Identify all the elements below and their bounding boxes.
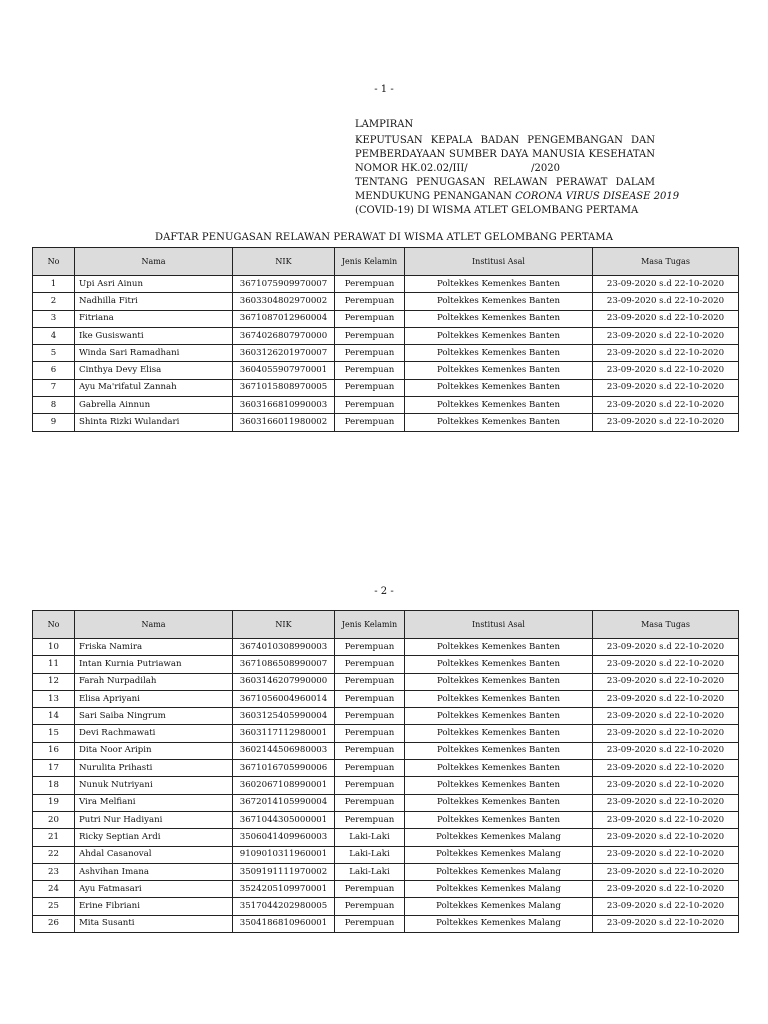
row-nik: 3672014105990004	[233, 794, 335, 811]
row-masa-tugas: 23-09-2020 s.d 22-10-2020	[593, 760, 739, 777]
row-nik: 3603117112980001	[233, 725, 335, 742]
table-row	[33, 742, 739, 759]
header-line-4: TENTANG PENUGASAN RELAWAN PERAWAT DALAM	[355, 177, 655, 188]
row-institusi: Poltekkes Kemenkes Banten	[405, 639, 593, 656]
header-line-6: (COVID-19) DI WISMA ATLET GELOMBANG PERTAMA	[355, 205, 639, 216]
row-nama: Ahdal Casanoval	[75, 846, 233, 863]
row-jenis-kelamin: Perempuan	[335, 362, 405, 379]
row-masa-tugas: 23-09-2020 s.d 22-10-2020	[593, 898, 739, 915]
table-row	[33, 293, 739, 310]
row-nik: 3674010308990003	[233, 639, 335, 656]
row-no: 5	[33, 345, 75, 362]
row-institusi: Poltekkes Kemenkes Banten	[405, 327, 593, 344]
row-masa-tugas: 23-09-2020 s.d 22-10-2020	[593, 656, 739, 673]
header-line-5-prefix: MENDUKUNG PENANGANAN	[355, 191, 516, 202]
row-institusi: Poltekkes Kemenkes Malang	[405, 898, 593, 915]
row-jenis-kelamin: Perempuan	[335, 379, 405, 396]
row-institusi: Poltekkes Kemenkes Banten	[405, 656, 593, 673]
row-nik: 3674026807970000	[233, 327, 335, 344]
row-institusi: Poltekkes Kemenkes Malang	[405, 915, 593, 932]
row-no: 25	[33, 898, 75, 915]
header-line-2: PEMBERDAYAAN SUMBER DAYA MANUSIA KESEHATAN	[355, 149, 655, 160]
row-jenis-kelamin: Perempuan	[335, 276, 405, 293]
row-no: 18	[33, 777, 75, 794]
row-institusi: Poltekkes Kemenkes Banten	[405, 708, 593, 725]
lampiran-label: LAMPIRAN	[355, 119, 414, 130]
row-jenis-kelamin: Perempuan	[335, 345, 405, 362]
table-row	[33, 327, 739, 344]
row-nik: 3506041409960003	[233, 829, 335, 846]
header-line-5	[355, 190, 680, 204]
table-row	[33, 829, 739, 846]
table-header-row	[33, 611, 739, 639]
row-institusi: Poltekkes Kemenkes Malang	[405, 846, 593, 863]
row-nama: Upi Asri Ainun	[75, 276, 233, 293]
row-nama: Ayu Ma'rifatul Zannah	[75, 379, 233, 396]
row-nik: 3602144506980003	[233, 742, 335, 759]
header-line-1: KEPUTUSAN KEPALA BADAN PENGEMBANGAN DAN	[355, 135, 655, 146]
row-masa-tugas: 23-09-2020 s.d 22-10-2020	[593, 708, 739, 725]
row-jenis-kelamin: Laki-Laki	[335, 846, 405, 863]
table-row	[33, 690, 739, 707]
row-institusi: Poltekkes Kemenkes Banten	[405, 690, 593, 707]
row-masa-tugas: 23-09-2020 s.d 22-10-2020	[593, 673, 739, 690]
row-no: 21	[33, 829, 75, 846]
page-number-2: - 2 -	[374, 586, 394, 597]
row-masa-tugas: 23-09-2020 s.d 22-10-2020	[593, 345, 739, 362]
row-nik: 3604055907970001	[233, 362, 335, 379]
table-row	[33, 656, 739, 673]
row-nama: Vira Melfiani	[75, 794, 233, 811]
nomor-right: /2020	[531, 163, 560, 174]
page-number-1: - 1 -	[374, 84, 394, 95]
row-nama: Farah Nurpadilah	[75, 673, 233, 690]
row-jenis-kelamin: Perempuan	[335, 397, 405, 414]
row-nik: 3671086508990007	[233, 656, 335, 673]
row-no: 4	[33, 327, 75, 344]
row-nama: Friska Namira	[75, 639, 233, 656]
row-jenis-kelamin: Perempuan	[335, 760, 405, 777]
row-no: 17	[33, 760, 75, 777]
row-institusi: Poltekkes Kemenkes Banten	[405, 362, 593, 379]
row-nama: Intan Kurnia Putriawan	[75, 656, 233, 673]
row-no: 1	[33, 276, 75, 293]
row-institusi: Poltekkes Kemenkes Banten	[405, 760, 593, 777]
row-no: 23	[33, 863, 75, 880]
row-nik: 9109010311960001	[233, 846, 335, 863]
row-nik: 3671016705990006	[233, 760, 335, 777]
row-masa-tugas: 23-09-2020 s.d 22-10-2020	[593, 327, 739, 344]
row-masa-tugas: 23-09-2020 s.d 22-10-2020	[593, 829, 739, 846]
row-nama: Nunuk Nutriyani	[75, 777, 233, 794]
row-institusi: Poltekkes Kemenkes Malang	[405, 881, 593, 898]
row-nama: Ayu Fatmasari	[75, 881, 233, 898]
row-no: 2	[33, 293, 75, 310]
row-masa-tugas: 23-09-2020 s.d 22-10-2020	[593, 276, 739, 293]
row-jenis-kelamin: Perempuan	[335, 639, 405, 656]
row-no: 8	[33, 397, 75, 414]
row-no: 11	[33, 656, 75, 673]
row-jenis-kelamin: Perempuan	[335, 673, 405, 690]
table-row	[33, 777, 739, 794]
col-masa-tugas: Masa Tugas	[593, 248, 739, 276]
row-jenis-kelamin: Perempuan	[335, 327, 405, 344]
row-nama: Dita Noor Aripin	[75, 742, 233, 759]
table-row	[33, 345, 739, 362]
table-row	[33, 708, 739, 725]
row-nik: 3504186810960001	[233, 915, 335, 932]
row-masa-tugas: 23-09-2020 s.d 22-10-2020	[593, 846, 739, 863]
row-jenis-kelamin: Perempuan	[335, 811, 405, 828]
row-no: 22	[33, 846, 75, 863]
row-masa-tugas: 23-09-2020 s.d 22-10-2020	[593, 863, 739, 880]
row-institusi: Poltekkes Kemenkes Banten	[405, 310, 593, 327]
table-row	[33, 811, 739, 828]
row-nama: Gabrella Ainnun	[75, 397, 233, 414]
row-no: 20	[33, 811, 75, 828]
row-nik: 3524205109970001	[233, 881, 335, 898]
row-institusi: Poltekkes Kemenkes Banten	[405, 293, 593, 310]
row-masa-tugas: 23-09-2020 s.d 22-10-2020	[593, 915, 739, 932]
table-row	[33, 397, 739, 414]
row-jenis-kelamin: Perempuan	[335, 293, 405, 310]
row-nik: 3671015808970005	[233, 379, 335, 396]
row-nama: Winda Sari Ramadhani	[75, 345, 233, 362]
row-institusi: Poltekkes Kemenkes Banten	[405, 379, 593, 396]
col-institusi: Institusi Asal	[405, 611, 593, 639]
row-no: 3	[33, 310, 75, 327]
table-row	[33, 673, 739, 690]
row-nik: 3603166810990003	[233, 397, 335, 414]
col-no: No	[33, 248, 75, 276]
row-nama: Elisa Apriyani	[75, 690, 233, 707]
row-jenis-kelamin: Perempuan	[335, 708, 405, 725]
col-nik: NIK	[233, 611, 335, 639]
row-jenis-kelamin: Perempuan	[335, 656, 405, 673]
row-masa-tugas: 23-09-2020 s.d 22-10-2020	[593, 379, 739, 396]
table-row	[33, 760, 739, 777]
row-jenis-kelamin: Perempuan	[335, 794, 405, 811]
row-masa-tugas: 23-09-2020 s.d 22-10-2020	[593, 690, 739, 707]
row-institusi: Poltekkes Kemenkes Banten	[405, 397, 593, 414]
row-nik: 3602067108990001	[233, 777, 335, 794]
table-row	[33, 846, 739, 863]
table-row	[33, 881, 739, 898]
row-nik: 3671075909970007	[233, 276, 335, 293]
col-nik: NIK	[233, 248, 335, 276]
row-masa-tugas: 23-09-2020 s.d 22-10-2020	[593, 310, 739, 327]
row-nama: Sari Saiba Ningrum	[75, 708, 233, 725]
col-nama: Nama	[75, 611, 233, 639]
row-masa-tugas: 23-09-2020 s.d 22-10-2020	[593, 293, 739, 310]
row-jenis-kelamin: Laki-Laki	[335, 863, 405, 880]
col-jenis-kelamin: Jenis Kelamin	[335, 611, 405, 639]
row-nama: Shinta Rizki Wulandari	[75, 414, 233, 431]
row-no: 10	[33, 639, 75, 656]
table-row	[33, 639, 739, 656]
row-masa-tugas: 23-09-2020 s.d 22-10-2020	[593, 362, 739, 379]
row-nik: 3603166011980002	[233, 414, 335, 431]
row-no: 15	[33, 725, 75, 742]
table-page-1	[32, 247, 739, 432]
row-nik: 3603126201970007	[233, 345, 335, 362]
row-nik: 3671087012960004	[233, 310, 335, 327]
row-jenis-kelamin: Perempuan	[335, 310, 405, 327]
row-institusi: Poltekkes Kemenkes Banten	[405, 742, 593, 759]
row-nama: Ricky Septian Ardi	[75, 829, 233, 846]
row-nik: 3603125405990004	[233, 708, 335, 725]
row-nama: Erine Fibriani	[75, 898, 233, 915]
row-nama: Devi Rachmawati	[75, 725, 233, 742]
row-no: 13	[33, 690, 75, 707]
row-jenis-kelamin: Perempuan	[335, 414, 405, 431]
row-nama: Cinthya Devy Elisa	[75, 362, 233, 379]
row-nama: Nurulita Prihasti	[75, 760, 233, 777]
row-nama: Ike Gusiswanti	[75, 327, 233, 344]
row-masa-tugas: 23-09-2020 s.d 22-10-2020	[593, 725, 739, 742]
col-jenis-kelamin: Jenis Kelamin	[335, 248, 405, 276]
row-institusi: Poltekkes Kemenkes Banten	[405, 777, 593, 794]
row-masa-tugas: 23-09-2020 s.d 22-10-2020	[593, 794, 739, 811]
table-row	[33, 310, 739, 327]
row-nama: Nadhilla Fitri	[75, 293, 233, 310]
row-masa-tugas: 23-09-2020 s.d 22-10-2020	[593, 639, 739, 656]
col-no: No	[33, 611, 75, 639]
row-institusi: Poltekkes Kemenkes Banten	[405, 345, 593, 362]
row-institusi: Poltekkes Kemenkes Banten	[405, 673, 593, 690]
table-row	[33, 725, 739, 742]
table-row	[33, 915, 739, 932]
row-nama: Mita Susanti	[75, 915, 233, 932]
row-jenis-kelamin: Perempuan	[335, 898, 405, 915]
row-nik: 3671044305000001	[233, 811, 335, 828]
table-title: DAFTAR PENUGASAN RELAWAN PERAWAT DI WISMA ATLET GELOMBANG PERTAMA	[154, 232, 614, 243]
row-no: 12	[33, 673, 75, 690]
row-no: 7	[33, 379, 75, 396]
row-institusi: Poltekkes Kemenkes Banten	[405, 725, 593, 742]
row-no: 16	[33, 742, 75, 759]
row-no: 14	[33, 708, 75, 725]
row-jenis-kelamin: Perempuan	[335, 881, 405, 898]
lampiran-header	[355, 118, 680, 218]
nomor-left: NOMOR HK.02.02/III/	[355, 163, 468, 174]
row-jenis-kelamin: Perempuan	[335, 690, 405, 707]
row-jenis-kelamin: Perempuan	[335, 725, 405, 742]
row-nik: 3517044202980005	[233, 898, 335, 915]
row-institusi: Poltekkes Kemenkes Malang	[405, 863, 593, 880]
row-jenis-kelamin: Perempuan	[335, 742, 405, 759]
header-nomor	[355, 162, 655, 176]
table-row	[33, 794, 739, 811]
row-institusi: Poltekkes Kemenkes Banten	[405, 276, 593, 293]
row-masa-tugas: 23-09-2020 s.d 22-10-2020	[593, 777, 739, 794]
row-no: 19	[33, 794, 75, 811]
table-row	[33, 898, 739, 915]
row-nama: Putri Nur Hadiyani	[75, 811, 233, 828]
col-masa-tugas: Masa Tugas	[593, 611, 739, 639]
row-jenis-kelamin: Perempuan	[335, 777, 405, 794]
header-line-5-italic: CORONA VIRUS DISEASE 2019	[515, 191, 680, 202]
row-nama: Fitriana	[75, 310, 233, 327]
row-jenis-kelamin: Perempuan	[335, 915, 405, 932]
row-nik: 3671056004960014	[233, 690, 335, 707]
row-masa-tugas: 23-09-2020 s.d 22-10-2020	[593, 742, 739, 759]
row-no: 9	[33, 414, 75, 431]
row-jenis-kelamin: Laki-Laki	[335, 829, 405, 846]
row-nik: 3603304802970002	[233, 293, 335, 310]
row-masa-tugas: 23-09-2020 s.d 22-10-2020	[593, 811, 739, 828]
row-no: 26	[33, 915, 75, 932]
row-masa-tugas: 23-09-2020 s.d 22-10-2020	[593, 414, 739, 431]
col-institusi: Institusi Asal	[405, 248, 593, 276]
row-institusi: Poltekkes Kemenkes Banten	[405, 811, 593, 828]
row-nik: 3509191111970002	[233, 863, 335, 880]
row-masa-tugas: 23-09-2020 s.d 22-10-2020	[593, 881, 739, 898]
row-institusi: Poltekkes Kemenkes Banten	[405, 794, 593, 811]
row-masa-tugas: 23-09-2020 s.d 22-10-2020	[593, 397, 739, 414]
row-no: 24	[33, 881, 75, 898]
table-row	[33, 362, 739, 379]
row-no: 6	[33, 362, 75, 379]
table-row	[33, 276, 739, 293]
row-nik: 3603146207990000	[233, 673, 335, 690]
row-institusi: Poltekkes Kemenkes Banten	[405, 414, 593, 431]
table-page-2	[32, 610, 739, 933]
row-nama: Ashvihan Imana	[75, 863, 233, 880]
table-header-row	[33, 248, 739, 276]
table-row	[33, 379, 739, 396]
row-institusi: Poltekkes Kemenkes Malang	[405, 829, 593, 846]
table-row	[33, 863, 739, 880]
table-row	[33, 414, 739, 431]
col-nama: Nama	[75, 248, 233, 276]
